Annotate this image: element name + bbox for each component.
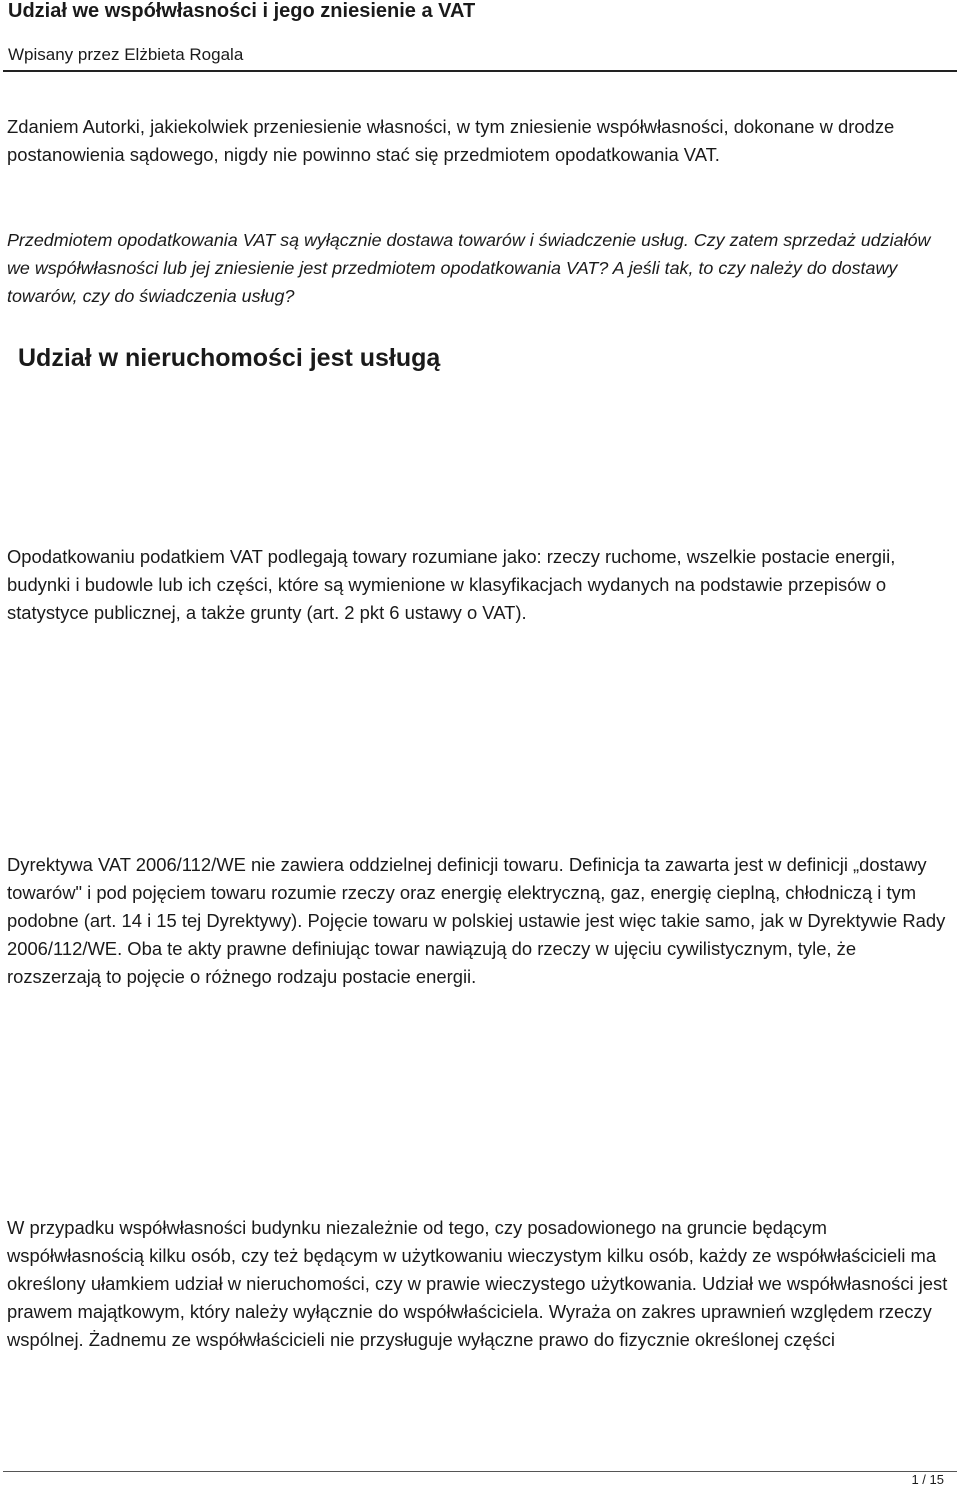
document-title: Udział we współwłasności i jego zniesienie a VAT <box>8 0 476 22</box>
author-byline: Wpisany przez Elżbieta Rogala <box>8 45 244 64</box>
body-paragraph-3: W przypadku współwłasności budynku niezależnie od tego, czy posadowionego na gruncie będącym współwłasnością kilku osób, czy też będącym w użytkowaniu wieczystym kilku osób, każdy ze współwłaścicieli ma określony ułamkiem udział w nieruchomości, czy w prawie wieczystego użytkowania. Udział we współwłasności jest prawem majątkowym, który należy wyłącznie do współwłaściciela. Wyraża on zakres uprawnień względem rzeczy wspólnej. Żadnemu ze współwłaścicieli nie przysługuje wyłączne prawo do fizycznie określonej części <box>7 1217 948 1350</box>
body-paragraph-2: Dyrektywa VAT 2006/112/WE nie zawiera oddzielnej definicji towaru. Definicja ta zawarta jest w definicji „dostawy towarów" i pod pojęciem towaru rozumie rzeczy oraz energię elektryczną, gaz, energię cieplną, chłodniczą i tym podobne (art. 14 i 15 tej Dyrektywy). Pojęcie towaru w polskiej ustawie jest więc takie samo, jak w Dyrektywie Rady 2006/112/WE. Oba te akty prawne definiując towar nawiązują do rzeczy w ujęciu cywilistycznym, tyle, że rozszerzają to pojęcie o różnego rodzaju postacie energii. <box>7 854 946 987</box>
footer-divider <box>3 1471 957 1472</box>
lead-paragraph: Przedmiotem opodatkowania VAT są wyłącznie dostawa towarów i świadczenie usług. Czy zatem sprzedaż udziałów we współwłasności lub jej zniesienie jest przedmiotem opodatkowania VAT? A jeśli tak, to czy należy do dostawy towarów, czy do świadczenia usług? <box>7 230 931 306</box>
body-paragraph-1: Opodatkowaniu podatkiem VAT podlegają towary rozumiane jako: rzeczy ruchome, wszelkie postacie energii, budynki i budowle lub ich części, które są wymienione w klasyfikacjach wydanych na podstawie przepisów o statystyce publicznej, a także grunty (art. 2 pkt 6 ustawy o VAT). <box>7 546 896 623</box>
header-divider <box>3 70 957 72</box>
page-header <box>0 0 960 72</box>
intro-paragraph: Zdaniem Autorki, jakiekolwiek przeniesienie własności, w tym zniesienie współwłasności, dokonane w drodze postanowienia sądowego, nigdy nie powinno stać się przedmiotem opodatkowania VAT. <box>7 116 895 165</box>
page-number: 1 / 15 <box>911 1472 944 1487</box>
section-heading: Udział w nieruchomości jest usługą <box>18 344 441 372</box>
